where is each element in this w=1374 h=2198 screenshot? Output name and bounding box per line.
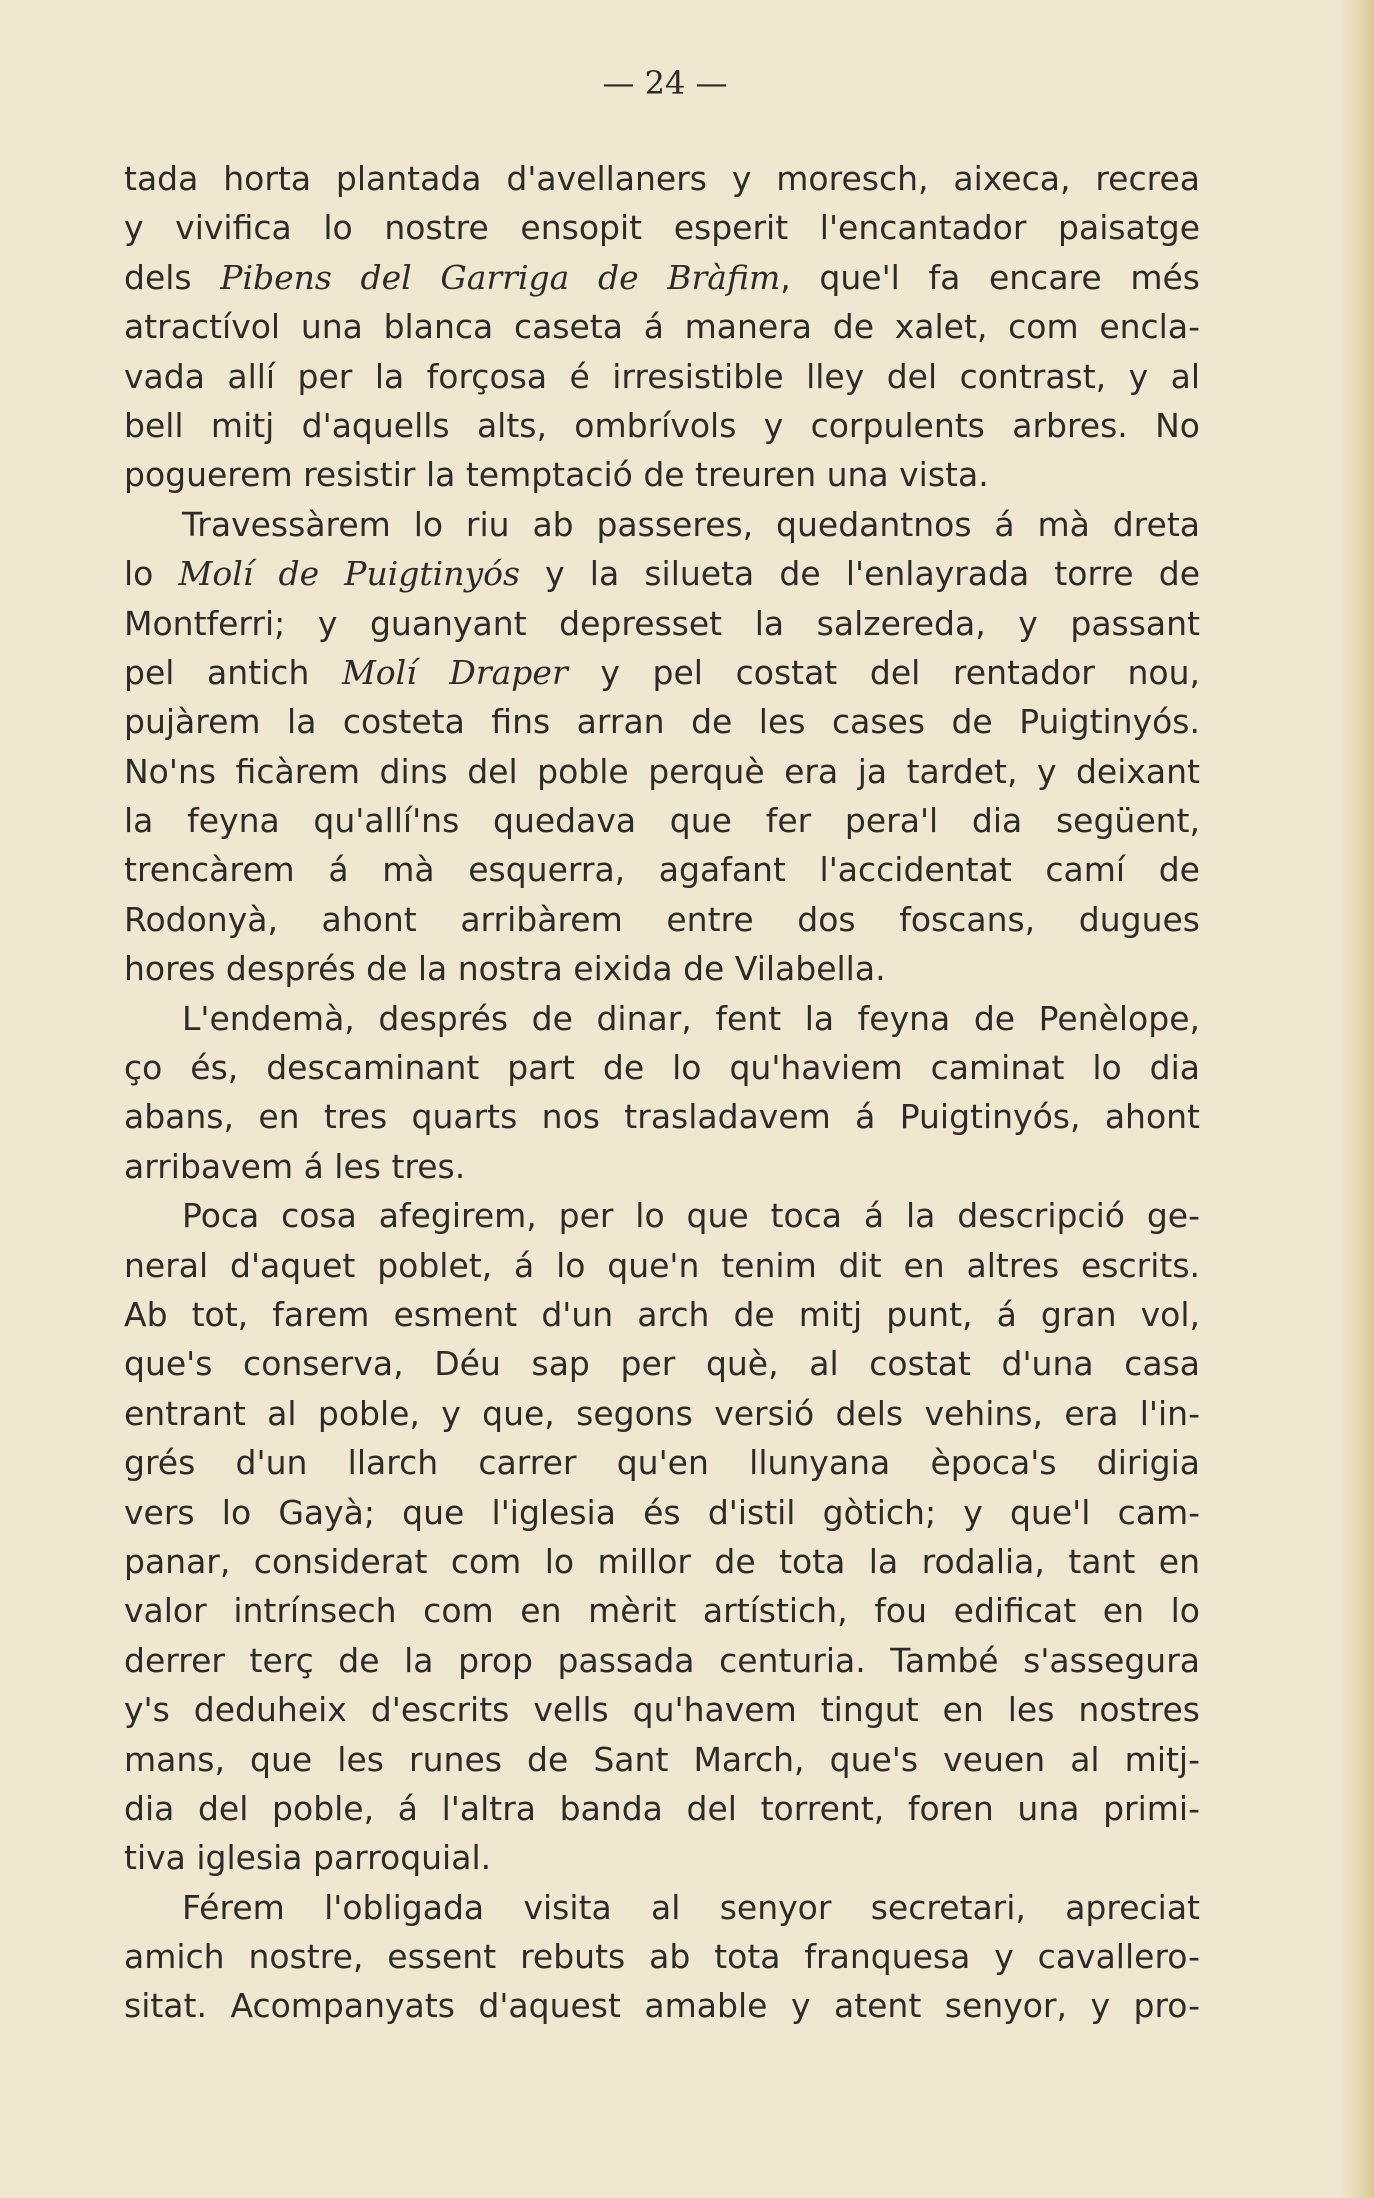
text-line: grés d'un llarch carrer qu'en llunyana època's dirigia [124,1443,1200,1483]
text-line: neral d'aquet poblet, á lo que'n tenim dit en altres escrits. [124,1245,1200,1285]
text-line: bell mitj d'aquells alts, ombrívols y corpulents arbres. No [124,405,1200,445]
page-number: — 24 — [602,64,728,102]
text-line: dia del poble, á l'altra banda del torrent, foren una primi- [124,1788,1200,1828]
text-line: derrer terç de la prop passada centuria. També s'assegura [124,1640,1200,1680]
text-line: amich nostre, essent rebuts ab tota franquesa y cavallero- [124,1937,1200,1977]
text-fragment: y pel costat del rentador nou, [567,652,1200,692]
text-line: Travessàrem lo riu ab passeres, quedantnos á mà dreta [182,504,1200,544]
text-fragment: lo [124,554,179,594]
text-line: tiva iglesia parroquial. [124,1838,492,1878]
text-line: L'endemà, després de dinar, fent la feyna de Penèlope, [182,998,1200,1038]
text-line [124,648,1200,697]
text-line: trencàrem á mà esquerra, agafant l'accidentat camí de [124,850,1200,890]
text-line: Ab tot, farem esment d'un arch de mitj punt, á gran vol, [124,1294,1200,1334]
text-line: sitat. Acompanyats d'aquest amable y atent senyor, y pro- [124,1986,1200,2026]
page-edge-shadow [1340,0,1374,2198]
text-line: Poca cosa afegirem, per lo que toca á la descripció ge- [182,1196,1200,1236]
italic-place-name: Molí de Puigtinyós [178,554,520,594]
body-text [124,154,1200,2031]
italic-place-name: Pibens del Garriga de Bràfim [220,257,781,297]
text-line: que's conserva, Déu sap per què, al costat d'una casa [124,1344,1200,1384]
text-line: No'ns ficàrem dins del poble perquè era ja tardet, y deixant [124,751,1200,791]
text-line [124,253,1200,302]
text-line: poguerem resistir la temptació de treuren una vista. [124,455,989,495]
text-line: vers lo Gayà; que l'iglesia és d'istil gòtich; y que'l cam- [124,1492,1200,1532]
text-line: la feyna qu'allí'ns quedava que fer pera'l dia següent, [124,801,1200,841]
text-line: vada allí per la forçosa é irresistible lley del contrast, y al [124,356,1200,396]
text-fragment: y la silueta de l'enlayrada torre de [519,554,1200,594]
text-line: tada horta plantada d'avellaners y moresch, aixeca, recrea [124,159,1200,198]
text-fragment: , que'l fa encare més [780,257,1200,297]
text-line: entrant al poble, y que, segons versió dels vehins, era l'in- [124,1393,1200,1433]
text-line: atractívol una blanca caseta á manera de xalet, com encla- [124,307,1200,347]
text-line: Rodonyà, ahont arribàrem entre dos foscans, dugues [124,899,1200,939]
text-line: Férem l'obligada visita al senyor secretari, apreciat [182,1887,1200,1927]
text-line: hores després de la nostra eixida de Vilabella. [124,949,886,989]
text-line: panar, considerat com lo millor de tota la rodalia, tant en [124,1541,1200,1581]
text-line: arribavem á les tres. [124,1146,466,1186]
italic-place-name: Molí Draper [342,652,568,692]
text-line: mans, que les runes de Sant March, que's veuen al mitj- [124,1739,1200,1779]
text-line: pujàrem la costeta fins arran de les cases de Puigtinyós. [124,702,1200,742]
text-line: Montferri; y guanyant depresset la salzereda, y passant [124,603,1200,643]
text-line: abans, en tres quarts nos trasladavem á Puigtinyós, ahont [124,1097,1200,1137]
text-line: y vivifica lo nostre ensopit esperit l'encantador paisatge [124,208,1200,248]
text-line: ço és, descaminant part de lo qu'haviem caminat lo dia [124,1048,1200,1088]
text-line: valor intrínsech com en mèrit artístich, fou edificat en lo [124,1591,1200,1631]
text-line [124,549,1200,598]
text-fragment: pel antich [124,652,342,692]
text-fragment: dels [124,257,221,297]
text-line: y's deduheix d'escrits vells qu'havem tingut en les nostres [124,1690,1200,1730]
